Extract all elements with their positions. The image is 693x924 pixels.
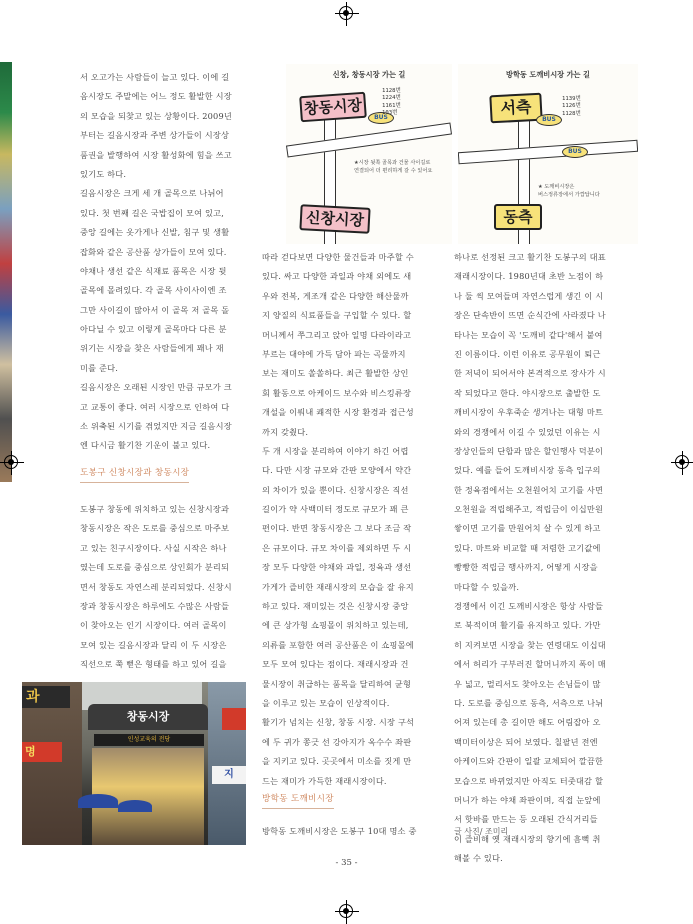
column-1-continued: [80, 500, 266, 675]
text-line: 한 저녁이 되어서야 본격적으로 장사가 시: [454, 368, 606, 379]
text-line: 와의 경쟁에서 이길 수 있었던 이유는 시: [454, 426, 601, 437]
text-line: 길음시장은 오래된 시장인 만큼 규모가 크: [80, 382, 232, 393]
text-line: 엔 다시금 활기찬 기운이 불고 있다.: [80, 440, 211, 451]
text-line: 히 지켜보면 시장을 찾는 연령대도 이십대: [454, 639, 606, 650]
text-line: 음시장도 주말에는 어느 정도 활발한 시장: [80, 91, 232, 102]
bus-number: 1139번: [562, 96, 581, 102]
photo-right-building: [208, 682, 246, 845]
bus-number: 103번: [382, 110, 398, 117]
page-number: - 35 -: [335, 858, 358, 868]
text-line: 서 핫바를 만드는 등 오래된 간식거리들: [454, 814, 598, 825]
text-line: 에 두 귀가 쫑긋 선 강아지가 옥수수 좌판: [262, 736, 412, 747]
map-label-sinchang: 신창시장: [299, 204, 370, 234]
text-line: 나 둘 씩 모여들며 자연스럽게 생긴 이 시: [454, 290, 604, 301]
text-line: 창동시장은 작은 도로를 중심으로 마주보: [80, 523, 230, 534]
text-line: 골목에 몰려있다. 각 골목 사이사이엔 조: [80, 285, 227, 296]
bus-stop-icon: BUS: [368, 112, 394, 124]
text-line: 야채나 생선 같은 식재료 품목은 시장 뒷: [80, 265, 227, 276]
bus-number: 1126번: [562, 103, 581, 110]
text-line: 로 북적이며 활기를 유지하고 있다. 가만: [454, 620, 601, 631]
photo-right-sign: 지: [212, 766, 246, 784]
bus-number: 1161번: [382, 102, 401, 109]
bus-number-list: [562, 96, 581, 118]
text-line: 머니께서 쭈그리고 앉아 일명 다라이라고: [262, 329, 412, 340]
text-line: 깨비시장이 우후죽순 생겨나는 대형 마트: [454, 407, 604, 418]
umbrella: [78, 794, 118, 808]
photo-banner: 인성교육의 전당: [94, 734, 204, 746]
text-line: 장 모두 다양한 야채와 과일, 정육과 생선: [262, 562, 412, 573]
photo-bleed-strip: [0, 62, 12, 482]
text-line: 드는 재미가 가득한 재래시장이다.: [262, 775, 387, 786]
bus-number: 1128번: [562, 110, 581, 117]
text-line: 고 교통이 좋다. 여러 시장으로 인하여 다: [80, 401, 230, 412]
map-note: [538, 184, 600, 199]
text-line: 개설을 이뤄내 쾌적한 시장 환경과 접근성: [262, 407, 414, 418]
text-line: 길음시장은 크게 세 개 골목으로 나뉘어: [80, 188, 224, 199]
map-road: [286, 123, 452, 158]
text-line: 쌓이면 고기를 만원어치 살 수 있게 하고: [454, 523, 601, 534]
map-note-line: ★시장 뒷쪽 골목과 건물 사이길로: [354, 160, 431, 166]
map-sinchang-changdong: [286, 64, 452, 244]
text-line: 아케이드와 간판이 일괄 교체되어 깔끔한: [454, 756, 604, 767]
map-title: 신창, 창동시장 가는 길: [332, 70, 406, 79]
registration-mark-left: [4, 455, 18, 469]
map-note: [354, 160, 432, 175]
text-line: 머니가 하는 야채 좌판이며, 직접 눈앞에: [454, 794, 601, 805]
text-line: 모두 모여 있다는 점이다. 재래시장과 건: [262, 659, 409, 670]
text-line: 회 활동으로 아케이드 보수와 비스킹류장: [262, 387, 412, 398]
heading-underline: [80, 482, 189, 483]
text-line: 부터는 길음시장과 주변 상가들이 시장상: [80, 130, 230, 141]
text-line: 에서 허리가 구부러진 할머니까지 폭이 매: [454, 659, 606, 670]
text-line: 한 정육점에서는 오천원어치 고기를 사면: [454, 484, 604, 495]
section-heading-sinchang: [80, 466, 189, 483]
photo-arch-sign: 창동시장: [88, 704, 208, 730]
text-line: 직선으로 쭉 뻗은 형태를 하고 있어 길을: [80, 659, 227, 670]
section-heading-dokkaebi: [262, 792, 334, 809]
bus-number: 1224번: [382, 95, 401, 102]
text-line: 장과 창동시장은 하루에도 수많은 사람들: [80, 600, 230, 611]
text-line: 타나는 모습이 꼭 '도깨비 같다'해서 붙여: [454, 329, 603, 340]
market-photo: [22, 682, 246, 845]
text-line: 우와 전복, 게조개 같은 다양한 해산물까: [262, 290, 409, 301]
map-note-line: ★ 도깨비시장은: [538, 184, 575, 190]
text-line: 의류를 포함한 여러 공산품은 이 쇼핑몰에: [262, 639, 414, 650]
map-label-east: 동측: [494, 204, 542, 230]
text-line: 서 오고가는 사람들이 늘고 있다. 이에 길: [80, 72, 230, 82]
map-title: 방학동 도깨비시장 가는 길: [506, 70, 590, 79]
text-line: 다. 도로를 중심으로 동측, 서측으로 나뉘: [454, 697, 604, 708]
text-line: 있기도 하다.: [80, 168, 127, 179]
text-line: 물시장이 취급하는 품목을 달리하여 균형: [262, 678, 412, 689]
text-line: 을 이루고 있는 모습이 인상적이다.: [262, 697, 390, 708]
map-label-west: 서측: [489, 93, 542, 124]
text-line: 도봉구 창동에 위치하고 있는 신창시장과: [80, 504, 230, 514]
text-line: 의 모습을 되찾고 있는 상황이다. 2009년: [80, 110, 232, 121]
text-line: 경쟁에서 이긴 도깨비시장은 항상 사람들: [454, 601, 604, 612]
bus-stop-icon: BUS: [536, 114, 562, 126]
text-line: 이 찾아오는 인기 시장이다. 여러 골목이: [80, 620, 227, 631]
text-line: 에 큰 상가형 쇼핑몰이 위치하고 있는데,: [262, 620, 409, 631]
text-line: 을 지키고 있다. 곳곳에서 미소를 짓게 만: [262, 756, 412, 767]
text-line: 빵빵한 적립금 행사까지, 어떻게 시장을: [454, 562, 598, 573]
text-line: 있다. 싸고 다양한 과일과 야채 외에도 새: [262, 271, 412, 282]
column-3: [454, 248, 640, 869]
text-line: 편이다. 반면 창동시장은 그 보다 조금 작: [262, 523, 412, 534]
column-1: [80, 68, 266, 456]
section-heading-text: 방학동 도깨비시장: [262, 794, 334, 804]
bus-number: 1128번: [382, 88, 401, 94]
column-2-tail: [262, 822, 438, 841]
text-line: 활기가 넘치는 신창, 창동 시장. 시장 구석: [262, 717, 415, 728]
map-note-line: 연결되어 더 편리하게 갈 수 있어요: [354, 167, 433, 174]
umbrella: [118, 800, 152, 812]
text-line: 마다할 수 있을까.: [454, 581, 520, 592]
text-line: 있다. 마트와 비교할 때 저렴한 고기값에: [454, 542, 601, 553]
text-line: 장은 단속반이 뜨면 순식간에 사라졌다 나: [454, 310, 606, 321]
text-line: 였는데 도로를 중심으로 상인회가 분리되: [80, 562, 230, 573]
text-line: 다. 다만 시장 규모와 간판 모양에서 약간: [262, 465, 412, 476]
text-line: 었다. 예를 들어 도깨비시장 동측 입구의: [454, 465, 601, 476]
text-line: 있다. 첫 번째 길은 국밥집이 모여 있고,: [80, 207, 225, 218]
text-line: 어져 있는데 총 길이만 해도 어림잡아 오: [454, 717, 601, 728]
text-line: 하고 있다. 재미있는 것은 신창시장 중앙: [262, 601, 409, 612]
text-line: 장상인들의 단합과 많은 할인행사 덕분이: [454, 445, 604, 456]
map-road: [458, 140, 638, 165]
text-line: 은 규모이다. 규모 차이를 제외하면 두 시: [262, 542, 412, 553]
text-line: 방학동 도깨비시장은 도봉구 10대 명소 중: [262, 826, 417, 836]
bus-stop-icon: BUS: [562, 146, 588, 158]
registration-mark-bottom: [339, 904, 353, 918]
column-2: [262, 248, 438, 791]
text-line: 우 넓고, 멀리서도 찾아오는 손님들이 많: [454, 678, 601, 689]
text-line: 이 즐비해 옛 재래시장의 향기에 흠뻑 취: [454, 833, 601, 844]
text-line: 보는 재미도 쏠쏠하다. 최근 활발한 상인: [262, 368, 409, 379]
bus-number-list: [382, 88, 401, 118]
text-line: 소 위축된 시기를 겪었지만 지금 길음시장: [80, 421, 232, 432]
text-line: 재래시장이다. 1980년대 초반 노점이 하: [454, 271, 604, 282]
photo-left-sign: 과: [22, 686, 70, 708]
registration-mark-top: [339, 6, 353, 20]
map-dokkaebi: [458, 64, 638, 244]
text-line: 백미터이상은 되어 보였다. 칠팔년 전엔: [454, 736, 598, 747]
text-line: 두 개 시장을 분리하여 이야기 하긴 어렵: [262, 445, 409, 456]
text-line: 아다닐 수 있고 이렇게 골목마다 다른 분: [80, 324, 227, 335]
text-line: 품권을 발행하여 시장 활성화에 힘을 쓰고: [80, 149, 232, 160]
text-line: 까지 갖췄다.: [262, 426, 309, 437]
heading-underline: [262, 808, 334, 809]
text-line: 가게가 즐비한 재래시장의 모습을 잘 유지: [262, 581, 414, 592]
text-line: 잡화와 같은 공산품 상가들이 모여 있다.: [80, 246, 227, 257]
section-heading-text: 도봉구 신창시장과 창동시장: [80, 468, 190, 478]
text-line: 면서 창동도 자연스레 분리되었다. 신창시: [80, 581, 232, 592]
text-line: 의 차이가 있을 뿐이다. 신창시장은 직선: [262, 484, 409, 495]
text-line: 고 있는 친구시장이다. 사실 시작은 하나: [80, 542, 227, 553]
text-line: 오천원을 적립해주고, 적립금이 이십만원: [454, 504, 604, 515]
text-line: 따라 걷다보면 다양한 물건들과 마주할 수: [262, 252, 414, 262]
text-line: 그만 사이길이 많아서 이 골목 저 골목 돌: [80, 304, 230, 315]
photo-right-sign-red: [222, 708, 246, 730]
text-line: 모여 있는 길음시장과 달리 이 두 시장은: [80, 639, 227, 650]
map-note-line: 버스정류장에서 가깝답니다: [538, 191, 600, 198]
text-line: 작 되었다고 한다. 야시장으로 출발한 도: [454, 387, 601, 398]
registration-mark-right: [675, 455, 689, 469]
text-line: 하나로 선정된 크고 활기찬 도봉구의 대표: [454, 252, 606, 262]
text-line: 중앙 길에는 옷가게나 신발, 침구 및 생활: [80, 227, 230, 238]
text-line: 진 이름이다. 이런 이유로 공무원이 퇴근: [454, 348, 601, 359]
text-line: 길이가 약 사백미터 정도로 규모가 꽤 큰: [262, 504, 409, 515]
text-line: 미를 준다.: [80, 362, 119, 373]
photo-left-sign-red: 명: [22, 742, 62, 762]
text-line: 지 양질의 식료품들을 구입할 수 있다. 할: [262, 310, 412, 321]
text-line: 위기는 시장을 찾은 사람들에게 꽤나 재: [80, 343, 224, 354]
text-line: 해볼 수 있다.: [454, 853, 503, 864]
text-line: 부르는 대야에 가득 담아 파는 곡물까지: [262, 348, 406, 359]
author-credit: 글 사진/ 조미리: [454, 827, 509, 836]
text-line: 모습으로 바뀌었지만 아직도 터줏대감 할: [454, 775, 604, 786]
map-label-changdong: 창동시장: [299, 92, 367, 123]
